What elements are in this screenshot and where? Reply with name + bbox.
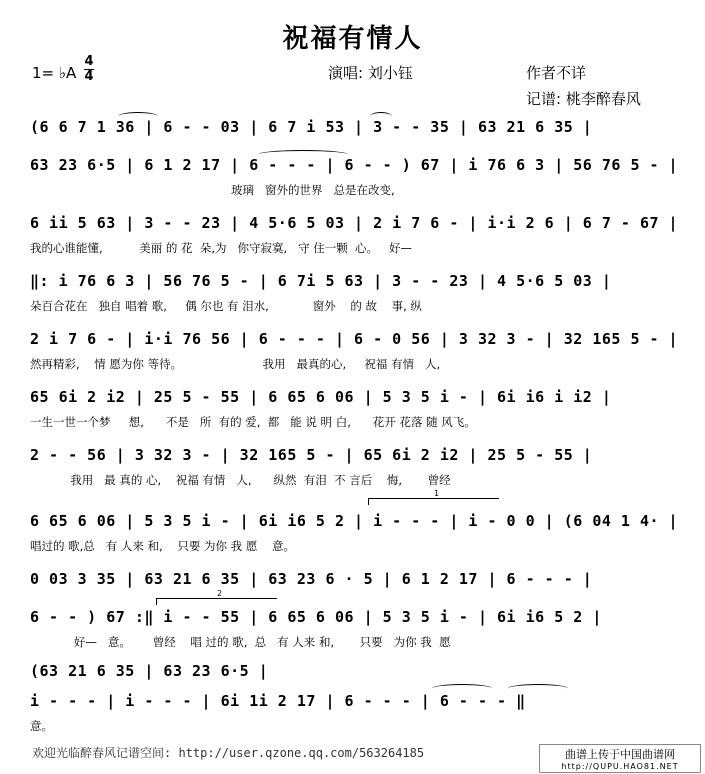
lyrics-line-2: 玻璃 窗外的世界 总是在改变, <box>30 183 395 197</box>
time-sig-top: 4 <box>84 54 94 69</box>
notation-line-5: 2 i 7 6 - | i·i 76 56 | 6 - - - | 6 - 0 56 | 3 32 3 - | 32 165 5 - | <box>30 330 679 348</box>
notation-line-2: 63 23 6·5 | 6 1 2 17 | 6 - - - | 6 - - ) 67 | i 76 6 3 | 56 76 5 - | <box>30 156 679 174</box>
notation-line-12: i - - - | i - - - | 6i 1i 2 17 | 6 - - - | 6 - - - ‖ <box>30 692 526 710</box>
notation-line-3: 6 ii 5 63 | 3 - - 23 | 4 5·6 5 03 | 2 i 7 6 - | i·i 2 6 | 6 7 - 67 | <box>30 214 679 232</box>
slur <box>370 112 392 121</box>
time-sig-bottom: 4 <box>84 69 94 84</box>
key-signature: 1= ♭A <box>32 64 77 82</box>
lyrics-line-10: 好— 意。 曾经 唱 过的 歌, 总 有 人来 和, 只要 为你 我 愿 <box>30 635 451 649</box>
stamp-line-1: 曲谱上传于中国曲谱网 <box>565 748 675 761</box>
notation-line-7: 2 - - 56 | 3 32 3 - | 32 165 5 - | 65 6i 2 i2 | 25 5 - 55 | <box>30 446 593 464</box>
notation-line-10: 6 - - ) 67 :‖ i - - 55 | 6 65 6 06 | 5 3 5 i - | 6i i6 5 2 | <box>30 608 602 626</box>
notation-line-1: (6 6 7 1 36 | 6 - - 03 | 6 7 i 53 | 3 - - 35 | 63 21 6 35 | <box>30 118 593 136</box>
notation-line-9: 0 03 3 35 | 63 21 6 35 | 63 23 6 · 5 | 6 1 2 17 | 6 - - - | <box>30 570 593 588</box>
watermark-stamp <box>539 744 701 773</box>
footer-text: 欢迎光临醉春风记谱空间: http://user.qzone.qq.com/563264185 <box>32 746 425 760</box>
author-credit: 作者不详 <box>526 64 587 82</box>
stamp-line-2: http://QUPU.HAO81.NET <box>561 762 679 771</box>
notation-line-11: (63 21 6 35 | 63 23 6·5 | <box>30 662 269 680</box>
time-signature <box>84 56 94 83</box>
lyrics-line-7: 我用 最 真的 心, 祝福 有情 人, 纵然 有泪 不 言后 悔, 曾经 <box>30 473 451 487</box>
scribe-credit: 记谱: 桃李醉春风 <box>526 90 641 108</box>
singer-credit: 演唱: 刘小钰 <box>328 64 413 82</box>
volta-1: 1 <box>368 498 499 505</box>
lyrics-line-4: 朵百合花在 独自 唱着 歌, 偶 尔也 有 泪水, 窗外 的 故 事, 纵 <box>30 299 422 313</box>
notation-line-4: ‖: i 76 6 3 | 56 76 5 - | 6 7i 5 63 | 3 - - 23 | 4 5·6 5 03 | <box>30 272 612 290</box>
lyrics-line-12: 意。 <box>30 719 53 733</box>
slur <box>258 150 348 159</box>
notation-line-6: 65 6i 2 i2 | 25 5 - 55 | 6 65 6 06 | 5 3 5 i - | 6i i6 i i2 | <box>30 388 612 406</box>
slur <box>432 684 492 693</box>
slur <box>118 112 158 121</box>
lyrics-line-8: 唱过的 歌,总 有 人来 和, 只要 为你 我 愿 意。 <box>30 539 295 553</box>
song-title: 祝福有情人 <box>282 24 423 54</box>
volta-2: 2 <box>156 598 277 605</box>
lyrics-line-3: 我的心谁能懂, 美丽 的 花 朵,为 你守寂寞, 守 住一颗 心。 好— <box>30 241 413 255</box>
notation-line-8: 6 65 6 06 | 5 3 5 i - | 6i i6 5 2 | i - - - | i - 0 0 | (6 04 1 4· | <box>30 512 679 530</box>
lyrics-line-6: 一生一世一个梦 想, 不是 所 有的 爱, 都 能 说 明 白, 花开 花落 随 风飞。 <box>30 415 476 429</box>
slur <box>508 684 568 693</box>
lyrics-line-5: 然再精彩, 情 愿为你 等待。 我用 最真的心, 祝福 有情 人, <box>30 357 441 371</box>
